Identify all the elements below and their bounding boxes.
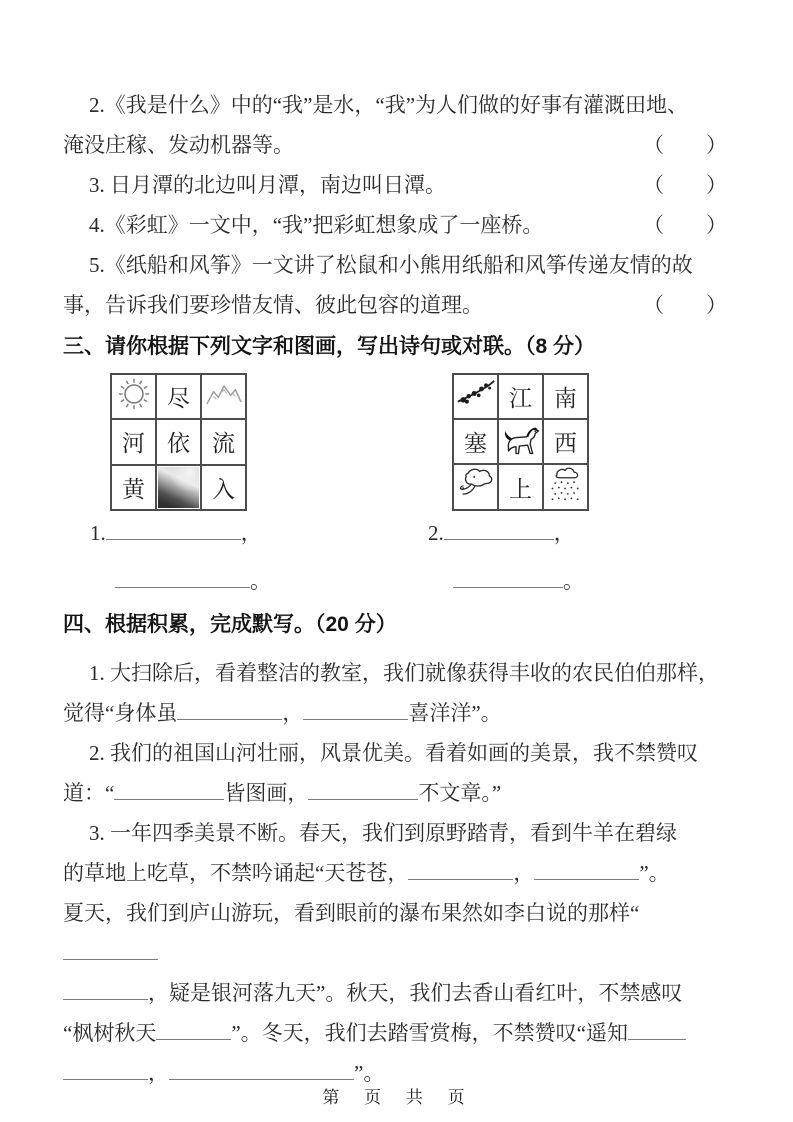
period: 。 bbox=[563, 569, 584, 593]
grid1-sun-cell bbox=[111, 374, 156, 419]
q2-text: 不文章。” bbox=[418, 781, 502, 805]
puzzle-grids bbox=[63, 373, 727, 511]
q1-text: 喜洋洋”。 bbox=[408, 701, 502, 725]
dictation-q3-line-4 bbox=[63, 973, 727, 1013]
fill-blank-underline bbox=[628, 1039, 686, 1040]
dictation-q3-line-1: 3. 一年四季美景不断。春天，我们到原野踏青，看到牛羊在碧绿 bbox=[89, 821, 677, 845]
grid2-plum-cell bbox=[453, 374, 498, 419]
q2-text: 皆图画， bbox=[224, 781, 309, 805]
answer-2 bbox=[428, 511, 584, 603]
judge-question-4 bbox=[63, 205, 727, 245]
q3-text: 夏天，我们到庐山游玩，看到眼前的瀑布果然如李白说的那样“ bbox=[63, 901, 640, 925]
q3-text: ，疑是银河落九天”。秋天，我们去香山看红叶，不禁感叹 bbox=[148, 981, 683, 1005]
grid2-char-cell: 西 bbox=[543, 419, 588, 464]
fill-blank-underline bbox=[534, 879, 639, 880]
judge-question-5-line-2 bbox=[63, 285, 727, 325]
judge-question-3-text: 3. 日月潭的北边叫月潭，南边叫日潭。 bbox=[89, 173, 446, 197]
fill-blank-underline bbox=[308, 799, 418, 800]
sun-icon bbox=[117, 377, 151, 411]
answer-blank-underline bbox=[453, 587, 563, 588]
rain-icon bbox=[548, 465, 584, 503]
fill-blank-underline bbox=[63, 959, 158, 960]
q3-text: ”。 bbox=[639, 861, 670, 885]
mountains-icon bbox=[205, 379, 243, 408]
fill-blank-underline bbox=[177, 719, 282, 720]
fill-blank-underline bbox=[63, 999, 148, 1000]
answer-bracket: （ ） bbox=[643, 213, 727, 237]
judge-question-5-line-1: 5.《纸船和风筝》一文讲了松鼠和小熊用纸船和风筝传递友情的故 bbox=[89, 253, 693, 277]
judge-question-2-text: 淹没庄稼、发动机器等。 bbox=[63, 133, 294, 157]
comma: ， bbox=[240, 521, 262, 545]
sea-photo bbox=[158, 467, 199, 508]
grid2-wind-cell bbox=[453, 464, 498, 510]
answer-blank-underline bbox=[106, 539, 241, 540]
q1-text: ， bbox=[282, 701, 304, 725]
answer-blank-underline bbox=[115, 587, 250, 588]
horse-icon bbox=[501, 421, 541, 456]
dictation-q3-line-5 bbox=[63, 1013, 727, 1053]
answer-bracket: （ ） bbox=[643, 173, 727, 197]
answer-1-line-1 bbox=[90, 511, 390, 555]
dictation-q1-line-1: 1. 大扫除后，看着整洁的教室，我们就像获得丰收的农民伯伯那样， bbox=[89, 661, 719, 685]
fill-blank-underline bbox=[303, 719, 408, 720]
section-4-heading: 四、根据积累，完成默写。（20 分） bbox=[63, 613, 397, 636]
answer-1 bbox=[90, 511, 390, 603]
grid2-char-cell: 塞 bbox=[453, 419, 498, 464]
q2-text: 道：“ bbox=[63, 781, 115, 805]
grid1-char-cell: 流 bbox=[201, 419, 246, 464]
judge-question-5-text: 事，告诉我们要珍惜友情、彼此包容的道理。 bbox=[63, 293, 483, 317]
judge-question-2-line-2 bbox=[63, 125, 727, 165]
dictation-q2-line-2 bbox=[63, 773, 727, 813]
grid2-char-cell: 上 bbox=[498, 464, 543, 510]
q3-text: ”。冬天，我们去踏雪赏梅，不禁赞叹“遥知 bbox=[231, 1021, 628, 1045]
judge-question-4-text: 4.《彩虹》一文中，“我”把彩虹想象成了一座桥。 bbox=[89, 213, 544, 237]
grid2-char-cell: 南 bbox=[543, 374, 588, 419]
fill-blank-underline bbox=[156, 1039, 231, 1040]
grid1-char-cell: 黄 bbox=[111, 465, 156, 510]
answer-2-number: 2. bbox=[428, 521, 444, 545]
dictation-q3-line-3 bbox=[63, 893, 727, 973]
dictation-q3-line-2 bbox=[63, 853, 727, 893]
period: 。 bbox=[250, 569, 271, 593]
q3-text: ”。 bbox=[354, 1061, 385, 1085]
fill-blank-underline bbox=[169, 1079, 354, 1080]
wind-icon bbox=[457, 467, 495, 501]
page-footer: 第 页 共 页 bbox=[322, 1088, 471, 1107]
grid1-char-cell: 尽 bbox=[156, 374, 201, 419]
answer-bracket: （ ） bbox=[643, 133, 727, 157]
puzzle-grid-2 bbox=[452, 373, 589, 511]
section-3-answers bbox=[63, 511, 727, 603]
judge-question-2-line-1: 2.《我是什么》中的“我”是水，“我”为人们做的好事有灌溉田地、 bbox=[89, 93, 689, 117]
grid1-mountains-cell bbox=[201, 374, 246, 419]
answer-blank-underline bbox=[444, 539, 554, 540]
section-3-heading: 三、请你根据下列文字和图画，写出诗句或对联。（8 分） bbox=[63, 335, 596, 358]
grid2-horse-cell bbox=[498, 419, 543, 464]
answer-1-line-2 bbox=[90, 559, 390, 603]
answer-2-line-2 bbox=[428, 559, 584, 603]
section-4-body bbox=[63, 653, 727, 1093]
grid1-char-cell: 入 bbox=[201, 465, 246, 510]
puzzle-grid-1 bbox=[110, 373, 247, 511]
answer-1-number: 1. bbox=[90, 521, 106, 545]
fill-blank-underline bbox=[114, 799, 224, 800]
dictation-q1-line-2 bbox=[63, 693, 727, 733]
grid1-char-cell: 河 bbox=[111, 419, 156, 464]
grid2-rain-cell bbox=[543, 464, 588, 510]
q3-text: ， bbox=[513, 861, 535, 885]
judge-question-3 bbox=[63, 165, 727, 205]
q3-text: 的草地上吃草，不禁吟诵起“天苍苍， bbox=[63, 861, 409, 885]
dictation-q2-line-1: 2. 我们的祖国山河壮丽，风景优美。看着如画的美景，我不禁赞叹 bbox=[89, 741, 698, 765]
plum-branch-icon bbox=[456, 377, 496, 410]
fill-blank-underline bbox=[408, 879, 513, 880]
q3-text: ， bbox=[148, 1061, 169, 1085]
fill-blank-underline bbox=[63, 1079, 148, 1080]
grid1-char-cell: 依 bbox=[156, 419, 201, 464]
grid2-char-cell: 江 bbox=[498, 374, 543, 419]
comma: ， bbox=[553, 521, 575, 545]
answer-2-line-1 bbox=[428, 511, 584, 555]
answer-bracket: （ ） bbox=[643, 293, 727, 317]
grid1-sea-cell bbox=[156, 465, 201, 510]
q1-text: 觉得“身体虽 bbox=[63, 701, 178, 725]
q3-text: “枫树秋天 bbox=[63, 1021, 157, 1045]
